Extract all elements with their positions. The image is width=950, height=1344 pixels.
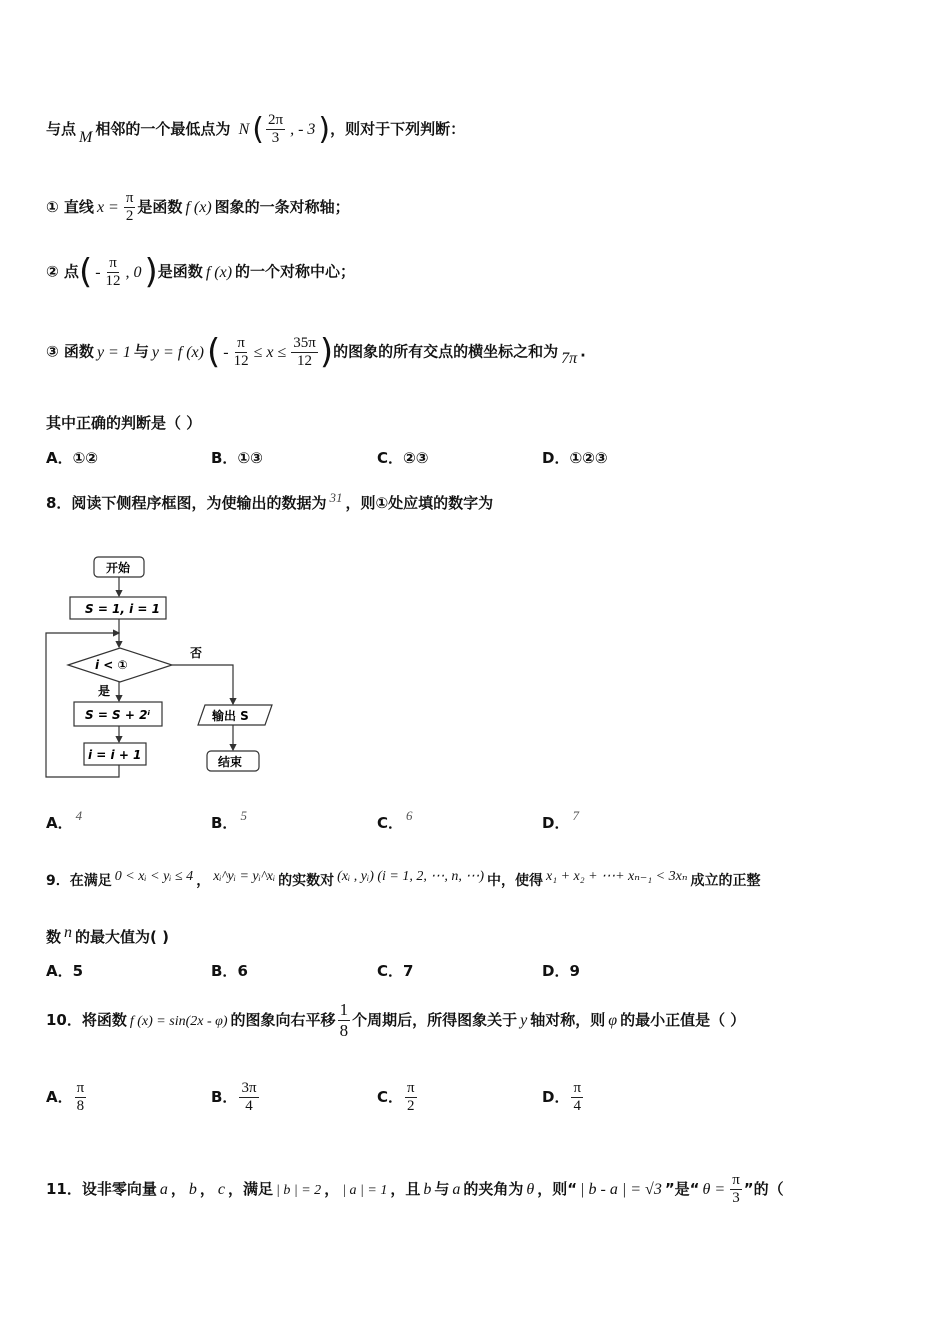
text: 数 [46,928,62,946]
option-c[interactable] [377,808,416,833]
math: ≤ x ≤ [253,343,287,361]
math: 7π [561,349,578,367]
num: π [76,1080,85,1096]
math: 0 < xᵢ < yᵢ ≤ 4 [114,869,194,884]
math: φ [608,1012,618,1029]
den: 2 [407,1098,415,1114]
text: ，则①处应填的数字为 [345,494,494,512]
option-b[interactable] [211,808,250,833]
fraction [730,1172,742,1207]
label: C． [377,449,404,467]
math: b [188,1181,197,1198]
math: , - 3 [290,121,316,138]
label: A． [46,449,73,467]
text: 的一个对称中心； [235,262,356,281]
den: 4 [573,1098,581,1114]
math: 31 [329,490,343,505]
option-d[interactable] [542,808,582,833]
text: 8．阅读下侧程序框图，为使输出的数据为 [46,494,327,512]
flow-yes: 是 [98,684,111,698]
option-a[interactable] [46,447,98,468]
num: π [732,1172,740,1188]
text: ”是“ [664,1180,700,1198]
den: 8 [76,1098,85,1114]
text: 是函数 [157,262,203,281]
math: y = f (x) [151,343,204,361]
q11-question [46,1172,784,1207]
text: 与 [133,342,149,361]
num: 35π [293,334,316,351]
option-a[interactable] [46,808,85,833]
label: D． [542,962,570,980]
flow-increment: i = i + 1 [88,748,142,762]
text: ② 点 [46,262,79,281]
option-b[interactable] [211,1080,261,1115]
text: ，且 [390,1180,421,1198]
math: n [64,924,73,941]
den: 8 [339,1021,349,1040]
text: 10．将函数 [46,1011,127,1029]
q10-question [46,1000,745,1041]
flow-end: 结束 [218,755,243,769]
text: 的图象的所有交点的横坐标之和为 [333,342,559,361]
option-d[interactable] [542,960,580,981]
text: 与 [434,1180,450,1198]
label: B． [211,814,238,832]
fraction [234,335,249,370]
den: 12 [233,352,249,369]
math: x = [96,199,119,216]
math: N [238,121,250,138]
text: 的实数对 [278,873,335,889]
q9-line1 [46,870,761,890]
math: M [79,129,93,146]
fraction [124,190,136,225]
den: 3 [732,1190,740,1206]
text: ，满足 [228,1180,274,1198]
math: - [95,263,101,281]
text: ，则对于下列判断： [330,120,466,138]
q7-intro: 与点 M 相邻的一个最低点为 N ( $\frac{2\pi}{3}$ , - 3 )，则对于下列判断： [46,112,466,147]
value: 5 [72,962,84,980]
fraction [75,1080,87,1115]
label: A． [46,1088,73,1106]
den: 4 [245,1098,253,1114]
math: b [423,1181,432,1198]
num: π [573,1080,582,1096]
math: (xᵢ , yᵢ) (i = 1, 2, ⋯, n, ⋯) [337,869,485,884]
math: | b | = 2 [276,1183,322,1198]
option-d[interactable] [542,447,608,468]
q7-statement-1 [46,190,350,225]
q7-question: 其中正确的判断是（ ） [46,414,202,432]
flow-no: 否 [190,646,203,660]
label: C． [377,1088,404,1106]
num: π [125,190,134,206]
label: B． [211,449,238,467]
text: 的图象向右平移 [230,1011,336,1029]
text: 的最大值为( ) [75,928,169,946]
num: 1 [339,1000,349,1019]
q7-statement-2: ② 点( - $\frac{\pi}{12}$ , 0)是函数 f (x) 的一个对称中心； [46,252,356,292]
value: ①② [72,449,99,467]
option-d[interactable] [542,1080,585,1115]
option-b[interactable] [211,960,248,981]
value: 5 [240,808,247,823]
value: ①③ [237,449,263,467]
label: C． [377,962,404,980]
value: 7 [403,962,414,980]
math: c [217,1181,226,1198]
fraction [266,112,285,147]
num: 2π [267,112,284,128]
text: 轴对称，则 [530,1011,606,1029]
den: 3 [271,130,280,146]
text: 相邻的一个最低点为 [95,120,231,138]
text: ，则“ [537,1180,578,1198]
flowchart [40,545,290,790]
num: π [237,334,245,351]
value: 7 [572,808,579,823]
text: 与点 [46,120,77,138]
value: 9 [569,962,580,980]
option-c[interactable] [377,447,428,468]
text: . [580,342,586,361]
flow-init: S = 1, i = 1 [85,602,161,616]
text: ③ 函数 [46,342,94,361]
math: θ [526,1181,535,1198]
text: ① 直线 [46,198,94,216]
text: 是函数 [137,198,183,216]
math: f (x) = sin(2x - φ) [129,1014,228,1029]
den: 2 [125,208,134,224]
text: 中，使得 [487,873,544,889]
value: ②③ [403,449,429,467]
math: x₁ + x₂ + ⋯+ xₙ₋₁ < 3xₙ [546,869,688,884]
label: A． [46,814,73,832]
fraction [338,1000,351,1041]
math: a [159,1181,168,1198]
q9-line2 [46,926,169,947]
math: f (x) [205,263,233,281]
text: ， [324,1180,340,1198]
math: | a | = 1 [342,1183,388,1198]
math: xᵢ^yᵢ = yᵢ^xᵢ [213,869,276,884]
value: ①②③ [569,449,608,467]
option-c[interactable] [377,960,413,981]
option-b[interactable] [211,447,263,468]
flow-update: S = S + 2ⁱ [85,708,151,722]
fraction [405,1080,417,1115]
math: θ = [702,1181,726,1198]
math: - [223,343,229,361]
flow-output: 输出 S [212,709,249,723]
flow-start: 开始 [106,561,131,575]
fraction [571,1080,583,1115]
label: B． [211,962,238,980]
label: A． [46,962,73,980]
text: 的最小正值是（ ） [620,1011,746,1029]
text: ， [199,1180,215,1198]
option-a[interactable] [46,1080,88,1115]
den: 12 [297,352,313,369]
value: 6 [237,962,248,980]
label: D． [542,449,570,467]
math: y [520,1012,528,1029]
fraction [239,1080,258,1115]
fraction [291,335,318,370]
text: 9．在满足 [46,873,112,889]
label: D． [542,1088,570,1106]
math: | b - a | = √3 [580,1181,662,1198]
math: a [452,1181,461,1198]
math: , 0 [125,263,142,281]
num: π [407,1080,415,1096]
flow-condition: i < ① [95,658,128,672]
value: 4 [75,808,83,823]
math: f (x) [185,199,212,216]
text: 成立的正整 [690,873,761,889]
q8-question [46,492,493,513]
text: ， [170,1180,186,1198]
option-c[interactable] [377,1080,419,1115]
text: 图象的一条对称轴； [214,198,350,216]
num: π [109,254,117,271]
text: 的夹角为 [463,1180,524,1198]
label: B． [211,1088,238,1106]
text: ， [196,873,211,889]
fraction [106,255,121,290]
math: y = 1 [96,343,131,361]
option-a[interactable] [46,960,83,981]
text: ”的（ [743,1180,784,1198]
label: D． [542,814,570,832]
value: 6 [406,808,413,823]
label: C． [377,814,404,832]
num: 3π [241,1080,257,1096]
text: 11．设非零向量 [46,1180,157,1198]
q7-statement-3: ③ 函数 y = 1 与 y = f (x)( - $\frac{\pi}{12}$ ≤ x ≤ $\frac{35\pi}{12}$ )的图象的所有交点的横坐标之和为 7π . [46,332,586,372]
den: 12 [105,272,121,289]
text: 个周期后，所得图象关于 [352,1011,518,1029]
